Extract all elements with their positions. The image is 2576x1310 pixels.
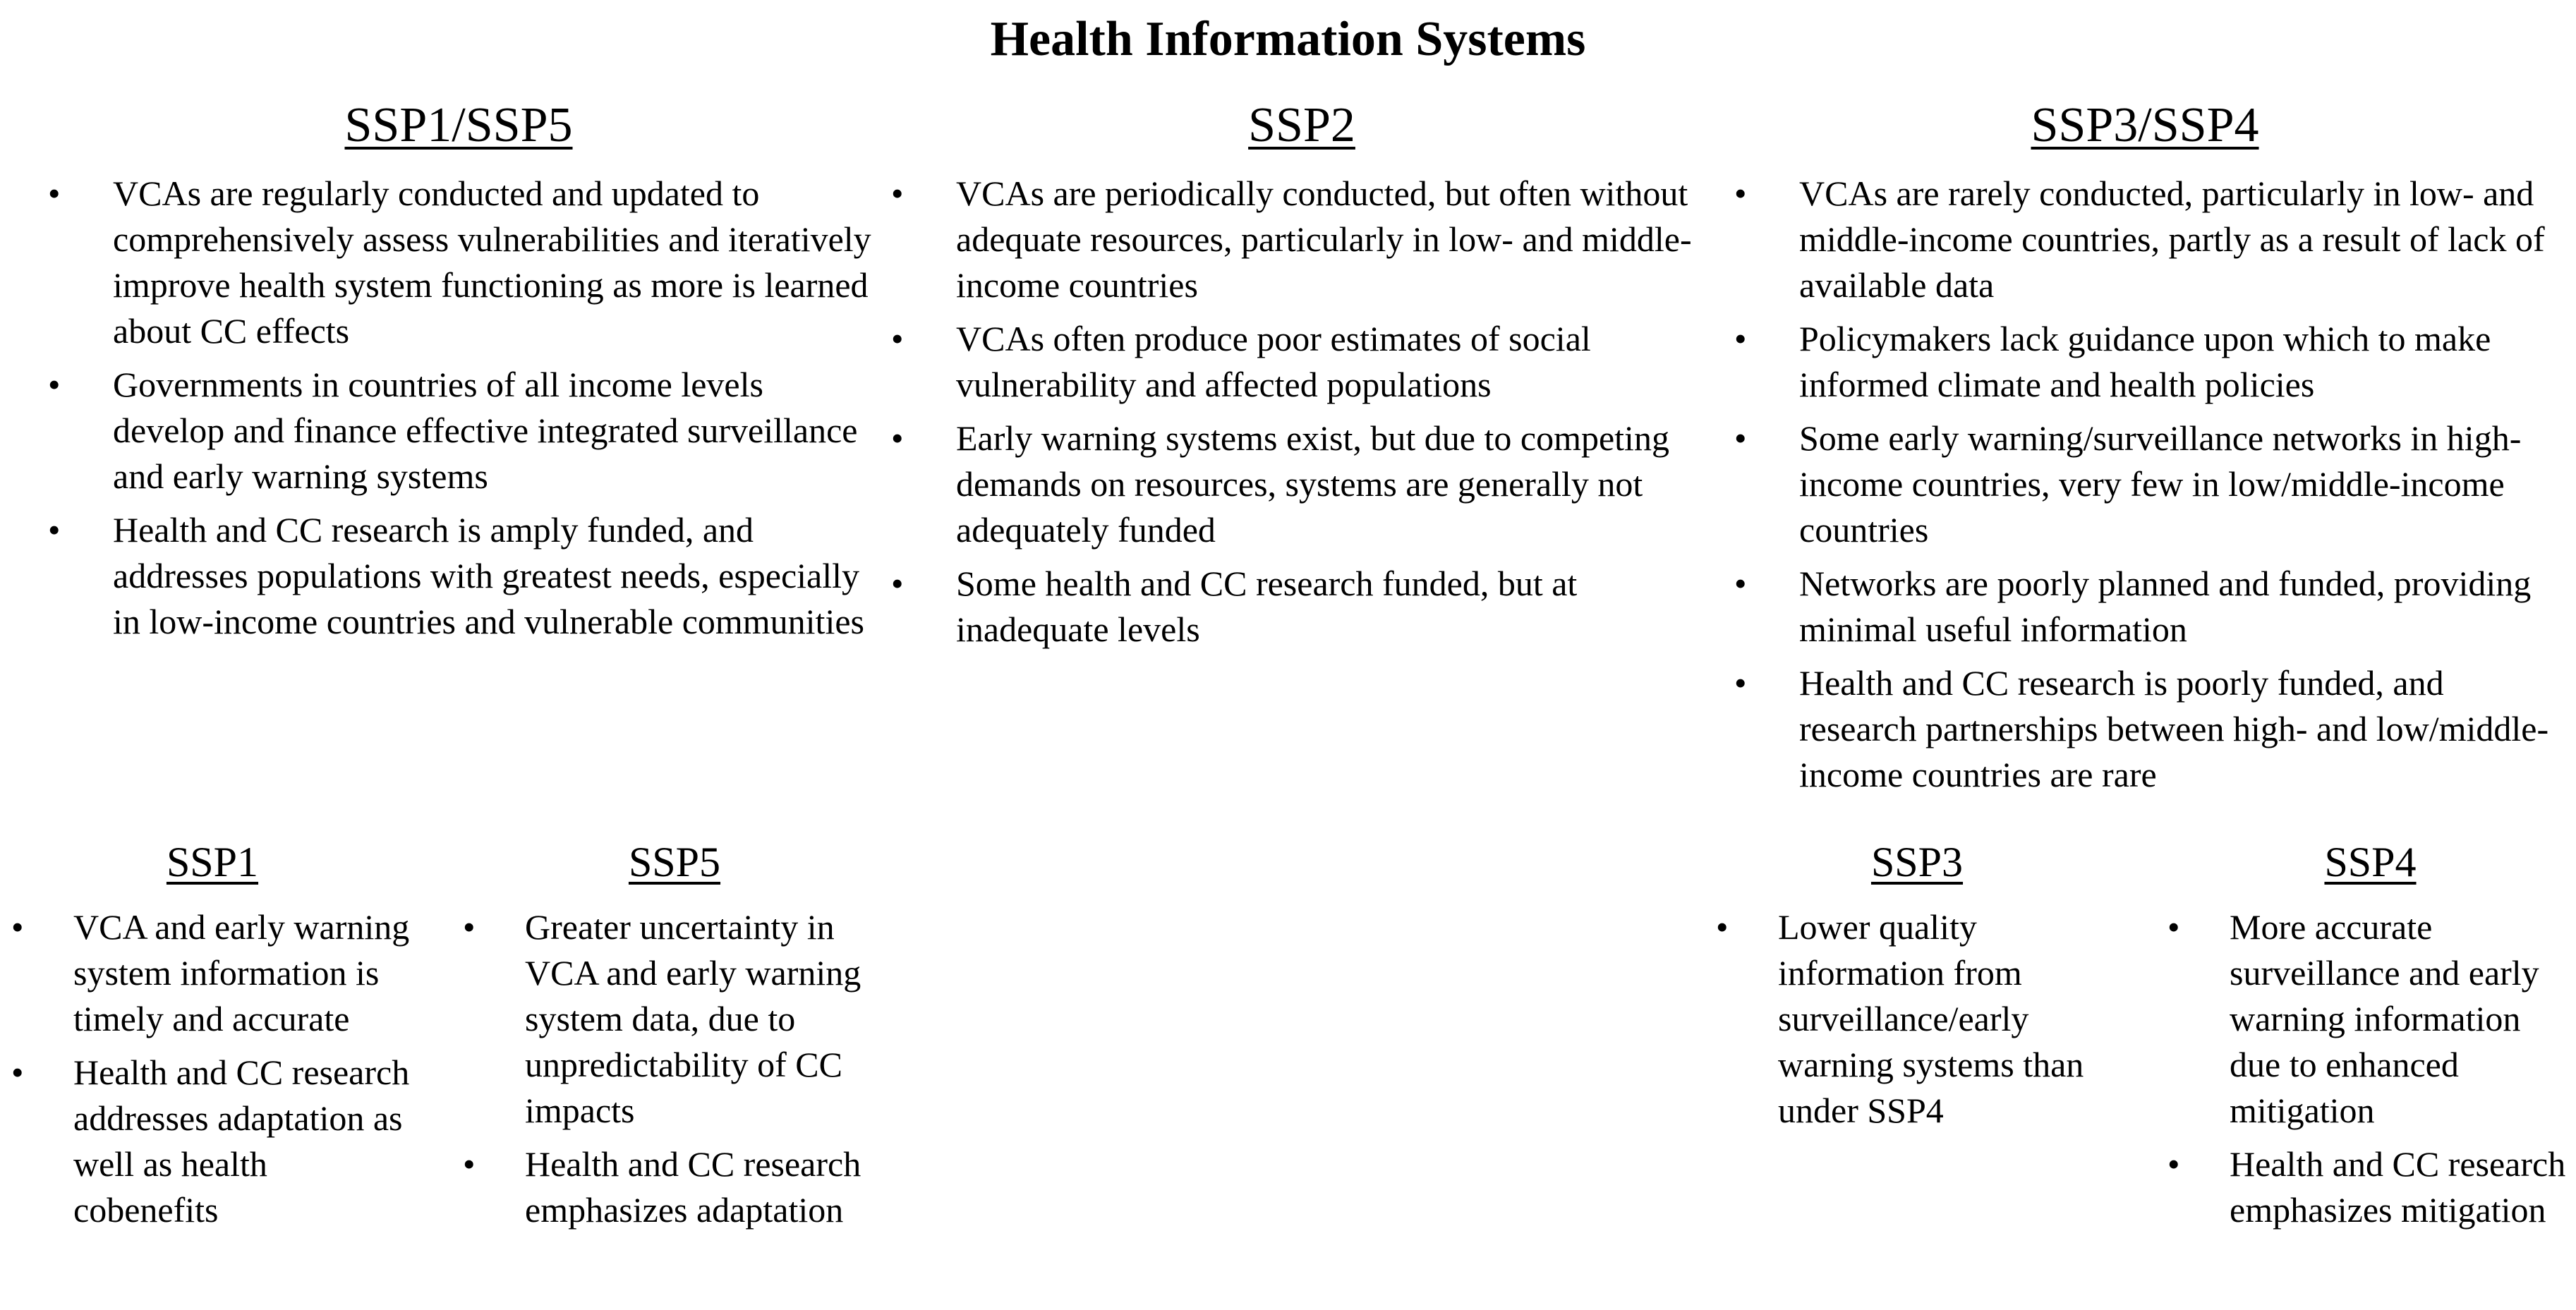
list-item-text: Early warning systems exist, but due to competing demands on resources, systems are generally not adequately funded xyxy=(956,418,1669,550)
list-item xyxy=(42,362,875,499)
bullet-list xyxy=(11,904,413,1233)
list-item xyxy=(463,904,886,1134)
list-item xyxy=(463,1141,886,1233)
list-item xyxy=(42,171,875,354)
bullet-icon: • xyxy=(1734,319,1747,358)
list-item-text: Health and CC research is amply funded, and addresses populations with greatest needs, especially in low-income countries and vulnerable communities xyxy=(113,510,864,641)
list-item xyxy=(1729,171,2561,308)
bullet-list xyxy=(885,171,1718,653)
bullet-icon: • xyxy=(48,174,61,213)
list-item xyxy=(1729,660,2561,798)
column-ssp3-ssp4 xyxy=(1729,92,2561,806)
bullet-list xyxy=(463,904,886,1233)
bullet-icon: • xyxy=(891,418,904,458)
bullet-icon: • xyxy=(1734,564,1747,603)
bullet-icon: • xyxy=(2167,907,2180,947)
list-item xyxy=(1729,416,2561,553)
list-item xyxy=(1716,904,2118,1134)
list-item-text: Health and CC research emphasizes adaptation xyxy=(525,1144,861,1230)
bullet-icon: • xyxy=(11,1053,24,1092)
bullet-icon: • xyxy=(891,564,904,603)
list-item xyxy=(885,561,1718,653)
list-item-text: VCAs often produce poor estimates of social vulnerability and affected populations xyxy=(956,319,1591,404)
list-item-text: Governments in countries of all income levels develop and finance effective integrated surveillance and early warning systems xyxy=(113,365,858,496)
bullet-icon: • xyxy=(463,907,476,947)
bullet-list xyxy=(42,171,875,645)
bullet-icon: • xyxy=(1734,174,1747,213)
list-item-text: VCAs are regularly conducted and updated to comprehensively assess vulnerabilities and iteratively improve health system functioning as more is learned about CC effects xyxy=(113,174,871,351)
list-item-text: More accurate surveillance and early warning information due to enhanced mitigation xyxy=(2230,907,2539,1130)
bullet-list xyxy=(1729,171,2561,798)
page-title: Health Information Systems xyxy=(990,12,1586,66)
list-item xyxy=(885,416,1718,553)
list-item-text: Some early warning/surveillance networks in high-income countries, very few in low/middle-income countries xyxy=(1799,418,2522,550)
list-item-text: VCA and early warning system information is timely and accurate xyxy=(73,907,410,1038)
list-item-text: VCAs are periodically conducted, but often without adequate resources, particularly in low- and middle-income countries xyxy=(956,174,1692,305)
list-item xyxy=(2167,1141,2573,1233)
bullet-list xyxy=(2167,904,2573,1233)
list-item xyxy=(42,507,875,645)
bullet-icon: • xyxy=(891,174,904,213)
column-ssp3 xyxy=(1716,832,2118,1141)
column-ssp1 xyxy=(11,832,413,1241)
bullet-icon: • xyxy=(48,510,61,550)
list-item-text: Greater uncertainty in VCA and early warning system data, due to unpredictability of CC impacts xyxy=(525,907,861,1130)
bullet-icon: • xyxy=(11,907,24,947)
list-item-text: Some health and CC research funded, but at inadequate levels xyxy=(956,564,1578,649)
column-ssp5 xyxy=(463,832,886,1241)
column-heading: SSP3/SSP4 xyxy=(2031,98,2259,152)
column-heading: SSP1 xyxy=(166,839,259,885)
list-item xyxy=(2167,904,2573,1134)
list-item xyxy=(885,171,1718,308)
list-item xyxy=(11,904,413,1042)
list-item-text: Health and CC research emphasizes mitigation xyxy=(2230,1144,2566,1230)
column-heading: SSP3 xyxy=(1870,839,1964,885)
bullet-icon: • xyxy=(2167,1144,2180,1184)
list-item-text: Policymakers lack guidance upon which to make informed climate and health policies xyxy=(1799,319,2491,404)
bullet-icon: • xyxy=(1734,418,1747,458)
bullet-icon: • xyxy=(48,365,61,404)
column-ssp4 xyxy=(2167,832,2573,1241)
list-item xyxy=(1729,561,2561,653)
list-item-text: Networks are poorly planned and funded, providing minimal useful information xyxy=(1799,564,2532,649)
list-item xyxy=(1729,316,2561,408)
list-item-text: Health and CC research is poorly funded, and research partnerships between high- and low/middle-income countries are rare xyxy=(1799,663,2549,794)
bullet-icon: • xyxy=(1734,663,1747,703)
list-item-text: Lower quality information from surveillance/early warning systems than under SSP4 xyxy=(1778,907,2084,1130)
bullet-icon: • xyxy=(891,319,904,358)
column-heading: SSP1/SSP5 xyxy=(344,98,573,152)
column-ssp2 xyxy=(885,92,1718,660)
list-item xyxy=(885,316,1718,408)
list-item-text: VCAs are rarely conducted, particularly in low- and middle-income countries, partly as a result of lack of available data xyxy=(1799,174,2545,305)
column-heading: SSP4 xyxy=(2324,839,2417,885)
column-heading: SSP2 xyxy=(1248,98,1355,152)
bullet-icon: • xyxy=(1716,907,1729,947)
bullet-list xyxy=(1716,904,2118,1134)
column-ssp1-ssp5 xyxy=(42,92,875,653)
list-item xyxy=(11,1050,413,1233)
list-item-text: Health and CC research addresses adaptation as well as health cobenefits xyxy=(73,1053,410,1230)
bullet-icon: • xyxy=(463,1144,476,1184)
column-heading: SSP5 xyxy=(628,839,721,885)
